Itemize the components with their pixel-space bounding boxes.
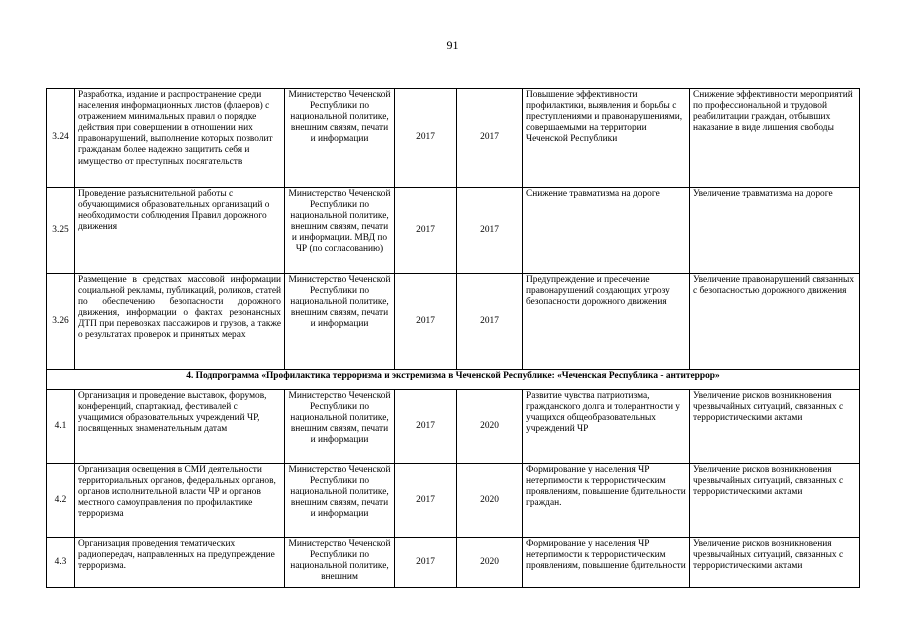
activity-cell: Организация и проведение выставок, форумов, конференций, спартакиад, фестивалей с учащимися образовательных учреждений ЧР, посвященных знаменательным датам [75,390,285,464]
end-year-cell: 2017 [457,188,523,274]
section-header-row [47,370,860,390]
activity-cell: Организация освещения в СМИ деятельности территориальных органов, федеральных органов, органов исполнительной власти ЧР и органов местного самоуправления по профилактике терроризма [75,464,285,538]
end-year-cell: 2020 [457,390,523,464]
table-row [47,89,860,188]
start-year-cell: 2017 [395,188,457,274]
end-year-cell: 2020 [457,464,523,538]
table-row [47,390,860,464]
row-number: 3.25 [47,188,75,274]
row-number: 4.2 [47,464,75,538]
start-year-cell: 2017 [395,274,457,370]
row-number: 4.3 [47,538,75,588]
table-row [47,464,860,538]
result-cell: Формирование у населения ЧР нетерпимости к террористическим проявлениям, повышение бдительности [523,538,690,588]
row-number: 3.26 [47,274,75,370]
consequence-cell: Снижение эффективности мероприятий по профессиональной и трудовой реабилитации граждан, отбывших наказание в виде лишения свободы [690,89,860,188]
page-number: 91 [446,38,459,52]
activity-cell: Размещение в средствах массовой информации социальной рекламы, публикаций, роликов, статей по обеспечению безопасности дорожного движения, информации о фактах резонансных ДТП при перевозках пассажиров и грузов, а также о результатах проверок и принятых мерах [75,274,285,370]
result-cell: Снижение травматизма на дороге [523,188,690,274]
consequence-cell: Увеличение рисков возникновения чрезвычайных ситуаций, связанных с террористическими актами [690,538,860,588]
result-cell: Формирование у населения ЧР нетерпимости к террористическим проявлениям, повышение бдительности граждан. [523,464,690,538]
activity-cell: Разработка, издание и распространение среди населения информационных листов (флаеров) с отражением минимальных правил о порядке действия при совершении в отношении них правонарушений, выполнение которых позволит гражданам более надежно защитить себя и имущество от преступных посягательств [75,89,285,188]
executor-cell: Министерство Чеченской Республики по национальной политике, внешним связям, печати и информации [285,89,395,188]
consequence-cell: Увеличение рисков возникновения чрезвычайных ситуаций, связанных с террористическими актами [690,390,860,464]
start-year-cell: 2017 [395,464,457,538]
activity-cell: Проведение разъяснительной работы с обучающимися образовательных организаций о необходимости соблюдения Правил дорожного движения [75,188,285,274]
result-cell: Повышение эффективности профилактики, выявления и борьбы с преступлениями и правонарушениями, совершаемыми на территории Чеченской Республики [523,89,690,188]
row-number: 3.24 [47,89,75,188]
executor-cell: Министерство Чеченской Республики по национальной политике, внешним связям, печати и информации [285,274,395,370]
table-row [47,538,860,588]
executor-cell: Министерство Чеченской Республики по национальной политике, внешним связям, печати и информации [285,390,395,464]
activity-cell: Организация проведения тематических радиопередач, направленных на предупреждение терроризма. [75,538,285,588]
section-title: 4. Подпрограмма «Профилактика терроризма и экстремизма в Чеченской Республике: «Чеченская Республика - антитеррор» [47,370,860,390]
end-year-cell: 2020 [457,538,523,588]
table-row [47,188,860,274]
result-cell: Предупреждение и пресечение правонарушений создающих угрозу безопасности дорожного движения [523,274,690,370]
consequence-cell: Увеличение правонарушений связанных с безопасностью дорожного движения [690,274,860,370]
end-year-cell: 2017 [457,89,523,188]
executor-cell: Министерство Чеченской Республики по национальной политике, внешним [285,538,395,588]
end-year-cell: 2017 [457,274,523,370]
table-row [47,274,860,370]
consequence-cell: Увеличение травматизма на дороге [690,188,860,274]
executor-cell: Министерство Чеченской Республики по национальной политике, внешним связям, печати и информации [285,464,395,538]
row-number: 4.1 [47,390,75,464]
result-cell: Развитие чувства патриотизма, гражданского долга и толерантности у учащихся общеобразовательных учреждений ЧР [523,390,690,464]
start-year-cell: 2017 [395,89,457,188]
executor-cell: Министерство Чеченской Республики по национальной политике, внешним связям, печати и информации. МВД по ЧР (по согласованию) [285,188,395,274]
start-year-cell: 2017 [395,538,457,588]
start-year-cell: 2017 [395,390,457,464]
program-table [46,88,860,588]
consequence-cell: Увеличение рисков возникновения чрезвычайных ситуаций, связанных с террористическими актами [690,464,860,538]
